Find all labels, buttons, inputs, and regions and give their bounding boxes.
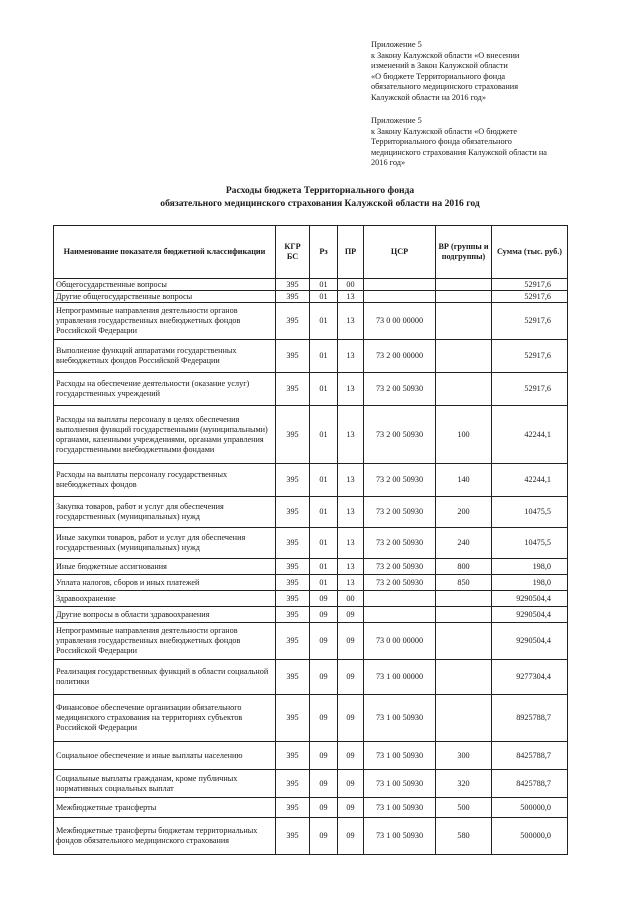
cell-sum: 52917,6 [492,373,568,406]
table-row [54,575,568,591]
header-sum: Сумма (тыс. руб.) [492,226,568,279]
cell-vr [436,660,492,695]
cell-vr: 300 [436,742,492,770]
table-row [54,291,568,303]
table-row [54,818,568,855]
table-header-row [54,226,568,279]
annex-line: Приложение 5 [371,40,422,49]
cell-csr: 73 1 00 50930 [364,798,436,818]
cell-kgrbs: 395 [276,660,310,695]
cell-kgrbs: 395 [276,528,310,559]
table-row [54,303,568,340]
cell-name: Финансовое обеспечение организации обязательного медицинского страхования на территориях субъектов Российской Федерации [54,695,276,742]
cell-sum: 42244,1 [492,406,568,464]
cell-name: Непрограммные направления деятельности органов управления государственных внебюджетных фондов Российской Федерации [54,303,276,340]
cell-kgrbs: 395 [276,695,310,742]
annex-note-second [371,116,633,169]
cell-kgrbs: 395 [276,279,310,291]
cell-csr [364,591,436,607]
header-name: Наименование показателя бюджетной классификации [54,226,276,279]
cell-kgrbs: 395 [276,623,310,660]
cell-name: Межбюджетные трансферты [54,798,276,818]
cell-pr: 00 [338,279,364,291]
annex-line: Приложение 5 [371,116,422,125]
cell-kgrbs: 395 [276,607,310,623]
cell-vr [436,623,492,660]
cell-rz: 01 [310,291,338,303]
cell-rz: 01 [310,406,338,464]
table-row [54,591,568,607]
annex-line: к Закону Калужской области «О бюджете [371,126,518,136]
cell-rz: 01 [310,528,338,559]
cell-pr: 13 [338,291,364,303]
cell-pr: 13 [338,406,364,464]
cell-sum: 8425788,7 [492,770,568,798]
cell-csr: 73 2 00 50930 [364,373,436,406]
cell-name: Расходы на выплаты персоналу в целях обеспечения выполнения функций государственными (муниципальными) органами, казенными учреждениями, органами управления государственными внебюджетными фондами [54,406,276,464]
cell-csr [364,291,436,303]
cell-sum: 42244,1 [492,464,568,497]
cell-csr: 73 2 00 50930 [364,497,436,528]
annex-line: медицинского страхования Калужской области на [371,147,547,157]
cell-sum: 52917,6 [492,303,568,340]
cell-pr: 09 [338,742,364,770]
cell-csr [364,607,436,623]
cell-kgrbs: 395 [276,497,310,528]
cell-rz: 01 [310,559,338,575]
cell-rz: 09 [310,742,338,770]
cell-csr: 73 2 00 50930 [364,559,436,575]
cell-name: Другие вопросы в области здравоохранения [54,607,276,623]
cell-vr [436,591,492,607]
cell-rz: 09 [310,623,338,660]
cell-name: Социальное обеспечение и иные выплаты населению [54,742,276,770]
document-title-line2: обязательного медицинского страхования Калужской области на 2016 год [160,198,480,209]
table-row [54,770,568,798]
cell-vr: 800 [436,559,492,575]
table-row [54,695,568,742]
cell-pr: 09 [338,695,364,742]
cell-csr: 73 0 00 00000 [364,623,436,660]
cell-vr: 100 [436,406,492,464]
cell-csr: 73 0 00 00000 [364,303,436,340]
cell-sum: 198,0 [492,559,568,575]
header-kgrbs: КГР БС [276,226,310,279]
cell-kgrbs: 395 [276,291,310,303]
annex-line: к Закону Калужской области «О внесении [371,50,520,60]
cell-csr [364,279,436,291]
annex-line: обязательного медицинского страхования [371,82,519,92]
cell-rz: 09 [310,798,338,818]
cell-csr: 73 2 00 50930 [364,406,436,464]
cell-name: Межбюджетные трансферты бюджетам территориальных фондов обязательного медицинского страхования [54,818,276,855]
cell-sum: 9290504,4 [492,591,568,607]
cell-csr: 73 1 00 50930 [364,818,436,855]
cell-sum: 500000,0 [492,818,568,855]
cell-name: Иные закупки товаров, работ и услуг для обеспечения государственных (муниципальных) нужд [54,528,276,559]
table-row [54,340,568,373]
cell-rz: 01 [310,575,338,591]
cell-rz: 09 [310,770,338,798]
cell-name: Реализация государственных функций в области социальной политики [54,660,276,695]
cell-csr: 73 2 00 50930 [364,464,436,497]
table-row [54,559,568,575]
annex-line: Калужской области на 2016 год» [371,92,487,102]
cell-csr: 73 2 00 00000 [364,340,436,373]
table-row [54,742,568,770]
table-row [54,660,568,695]
cell-rz: 09 [310,591,338,607]
header-pr: ПР [338,226,364,279]
cell-kgrbs: 395 [276,406,310,464]
cell-name: Иные бюджетные ассигнования [54,559,276,575]
annex-note-top [371,40,633,104]
cell-name: Расходы на выплаты персоналу государственных внебюджетных фондов [54,464,276,497]
cell-rz: 09 [310,660,338,695]
annex-line: 2016 год» [371,158,406,168]
cell-kgrbs: 395 [276,559,310,575]
cell-sum: 10475,5 [492,497,568,528]
cell-sum: 9277304,4 [492,660,568,695]
cell-rz: 01 [310,497,338,528]
cell-csr: 73 1 00 50930 [364,742,436,770]
header-csr: ЦСР [364,226,436,279]
cell-sum: 500000,0 [492,798,568,818]
table-row [54,528,568,559]
cell-pr: 13 [338,497,364,528]
cell-sum: 9290504,4 [492,623,568,660]
cell-vr: 200 [436,497,492,528]
cell-vr: 140 [436,464,492,497]
table-row [54,373,568,406]
cell-rz: 01 [310,279,338,291]
cell-rz: 01 [310,340,338,373]
cell-vr: 320 [436,770,492,798]
cell-vr: 580 [436,818,492,855]
cell-name: Уплата налогов, сборов и иных платежей [54,575,276,591]
annex-line: «О бюджете Территориального фонда [371,71,506,81]
cell-pr: 09 [338,660,364,695]
cell-name: Выполнение функций аппаратами государственных внебюджетных фондов Российской Федерации [54,340,276,373]
cell-name: Общегосударственные вопросы [54,279,276,291]
cell-sum: 52917,6 [492,340,568,373]
cell-pr: 00 [338,591,364,607]
cell-sum: 9290504,4 [492,607,568,623]
cell-name: Закупка товаров, работ и услуг для обеспечения государственных (муниципальных) нужд [54,497,276,528]
cell-vr [436,373,492,406]
cell-csr: 73 2 00 50930 [364,528,436,559]
cell-pr: 13 [338,340,364,373]
cell-vr [436,291,492,303]
cell-csr: 73 1 00 50930 [364,695,436,742]
cell-name: Другие общегосударственные вопросы [54,291,276,303]
cell-pr: 09 [338,770,364,798]
document-title-line1: Расходы бюджета Территориального фонда [225,185,415,196]
table-row [54,623,568,660]
cell-kgrbs: 395 [276,798,310,818]
cell-rz: 09 [310,607,338,623]
header-rz: Рз [310,226,338,279]
cell-rz: 01 [310,303,338,340]
cell-rz: 01 [310,464,338,497]
cell-vr [436,303,492,340]
cell-pr: 13 [338,464,364,497]
cell-kgrbs: 395 [276,591,310,607]
cell-pr: 09 [338,623,364,660]
cell-sum: 52917,6 [492,279,568,291]
cell-csr: 73 1 00 50930 [364,770,436,798]
cell-pr: 09 [338,818,364,855]
cell-csr: 73 2 00 50930 [364,575,436,591]
cell-vr: 850 [436,575,492,591]
cell-kgrbs: 395 [276,373,310,406]
cell-vr [436,340,492,373]
cell-sum: 8425788,7 [492,742,568,770]
cell-name: Расходы на обеспечение деятельности (оказание услуг) государственных учреждений [54,373,276,406]
table-row [54,607,568,623]
budget-expenses-table [53,225,568,855]
table-row [54,464,568,497]
table-row [54,279,568,291]
cell-pr: 13 [338,528,364,559]
cell-name: Здравоохранение [54,591,276,607]
cell-sum: 52917,6 [492,291,568,303]
cell-pr: 13 [338,303,364,340]
cell-pr: 13 [338,373,364,406]
cell-kgrbs: 395 [276,742,310,770]
cell-sum: 198,0 [492,575,568,591]
cell-kgrbs: 395 [276,575,310,591]
cell-csr: 73 1 00 00000 [364,660,436,695]
cell-pr: 13 [338,559,364,575]
table-row [54,406,568,464]
table-row [54,798,568,818]
cell-vr: 240 [436,528,492,559]
cell-kgrbs: 395 [276,818,310,855]
cell-sum: 10475,5 [492,528,568,559]
cell-kgrbs: 395 [276,303,310,340]
cell-name: Социальные выплаты гражданам, кроме публичных нормативных социальных выплат [54,770,276,798]
annex-line: Территориального фонда обязательного [371,137,512,147]
cell-kgrbs: 395 [276,340,310,373]
cell-kgrbs: 395 [276,770,310,798]
cell-pr: 13 [338,575,364,591]
cell-vr [436,607,492,623]
cell-kgrbs: 395 [276,464,310,497]
cell-rz: 09 [310,695,338,742]
cell-sum: 8925788,7 [492,695,568,742]
cell-rz: 09 [310,818,338,855]
header-vr: ВР (группы и подгруппы) [436,226,492,279]
cell-vr [436,279,492,291]
annex-line: изменений в Закон Калужской области [371,61,508,71]
cell-rz: 01 [310,373,338,406]
table-row [54,497,568,528]
cell-pr: 09 [338,798,364,818]
cell-pr: 09 [338,607,364,623]
cell-vr: 500 [436,798,492,818]
cell-name: Непрограммные направления деятельности органов управления государственных внебюджетных фондов Российской Федерации [54,623,276,660]
cell-vr [436,695,492,742]
